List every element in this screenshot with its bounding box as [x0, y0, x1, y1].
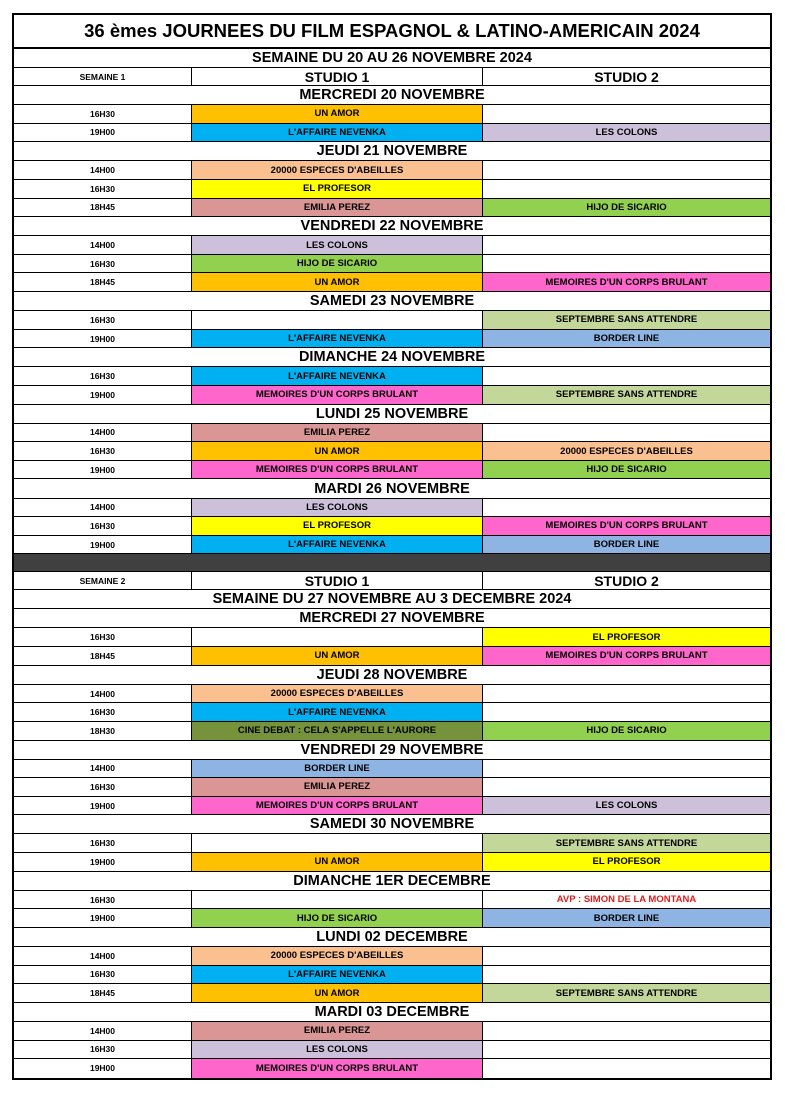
studio-1-film: EMILIA PEREZ: [192, 424, 483, 442]
screening-time: 16H30: [14, 891, 192, 909]
studio-2-film: [483, 760, 770, 778]
studio-1-film: BORDER LINE: [192, 760, 483, 778]
studio-1-film: L'AFFAIRE NEVENKA: [192, 703, 483, 721]
screening-time: 16H30: [14, 834, 192, 852]
studio-2-film: MEMOIRES D'UN CORPS BRULANT: [483, 647, 770, 665]
studio-1-film: L'AFFAIRE NEVENKA: [192, 330, 483, 348]
studio-2-film: SEPTEMBRE SANS ATTENDRE: [483, 834, 770, 852]
studio-2-film: BORDER LINE: [483, 536, 770, 554]
screening-time: 16H30: [14, 180, 192, 198]
studio-2-film: HIJO DE SICARIO: [483, 199, 770, 217]
studio-2-film: LES COLONS: [483, 797, 770, 815]
screening-time: 16H30: [14, 367, 192, 385]
page-title: 36 èmes JOURNEES DU FILM ESPAGNOL & LATINO-AMERICAIN 2024: [84, 20, 700, 41]
studio-1-film: UN AMOR: [192, 984, 483, 1002]
studio-2-film: [483, 778, 770, 796]
studio-1-film: UN AMOR: [192, 853, 483, 871]
screening-time: 14H00: [14, 499, 192, 517]
day-heading: JEUDI 21 NOVEMBRE: [316, 143, 468, 160]
screening-time: 19H00: [14, 386, 192, 404]
screening-row: [14, 442, 770, 461]
day-heading-row: [14, 609, 770, 628]
studio-2-film: SEPTEMBRE SANS ATTENDRE: [483, 311, 770, 329]
studio-1-film: L'AFFAIRE NEVENKA: [192, 966, 483, 984]
screening-row: [14, 1041, 770, 1060]
screening-row: [14, 311, 770, 330]
studio-1-film: UN AMOR: [192, 442, 483, 460]
studio-1-film: CINE DEBAT : CELA S'APPELLE L'AURORE: [192, 722, 483, 740]
screening-row: [14, 536, 770, 555]
studio-1-film: HIJO DE SICARIO: [192, 909, 483, 927]
studio-2-film: [483, 180, 770, 198]
screening-row: [14, 909, 770, 928]
week-heading-row: [14, 49, 770, 68]
screening-row: [14, 891, 770, 910]
screening-time: 14H00: [14, 1022, 192, 1040]
column-header-row: [14, 68, 770, 86]
studio-2-film: MEMOIRES D'UN CORPS BRULANT: [483, 517, 770, 535]
screening-time: 16H30: [14, 966, 192, 984]
studio-1-film: MEMOIRES D'UN CORPS BRULANT: [192, 1059, 483, 1078]
day-heading-row: [14, 348, 770, 367]
screening-time: 18H45: [14, 199, 192, 217]
studio-2-film: EL PROFESOR: [483, 853, 770, 871]
screening-row: [14, 947, 770, 966]
screening-row: [14, 966, 770, 985]
day-heading-row: [14, 405, 770, 424]
screening-row: [14, 273, 770, 292]
studio-2-film: EL PROFESOR: [483, 628, 770, 646]
studio-1-film: MEMOIRES D'UN CORPS BRULANT: [192, 797, 483, 815]
day-heading: SAMEDI 30 NOVEMBRE: [309, 816, 475, 833]
day-heading: JEUDI 28 NOVEMBRE: [316, 666, 468, 683]
studio-2-film: 20000 ESPECES D'ABEILLES: [483, 442, 770, 460]
screening-row: [14, 105, 770, 124]
studio-1-film: LES COLONS: [192, 499, 483, 517]
day-heading: VENDREDI 22 NOVEMBRE: [300, 218, 484, 235]
title-row: [14, 15, 770, 49]
semaine-label: SEMAINE 2: [14, 572, 192, 589]
column-header-row: [14, 572, 770, 590]
studio-2-film: [483, 236, 770, 254]
screening-time: 19H00: [14, 1059, 192, 1078]
screening-row: [14, 647, 770, 666]
studio-1-film: EL PROFESOR: [192, 517, 483, 535]
studio-2-film: SEPTEMBRE SANS ATTENDRE: [483, 386, 770, 404]
screening-row: [14, 984, 770, 1003]
screening-row: [14, 367, 770, 386]
screening-row: [14, 461, 770, 480]
studio-1-film: L'AFFAIRE NEVENKA: [192, 536, 483, 554]
studio-1-film: L'AFFAIRE NEVENKA: [192, 124, 483, 142]
day-heading: SAMEDI 23 NOVEMBRE: [309, 293, 475, 310]
day-heading: LUNDI 25 NOVEMBRE: [315, 405, 469, 422]
screening-time: 16H30: [14, 1041, 192, 1059]
studio-1-header: STUDIO 1: [192, 572, 483, 589]
screening-time: 18H30: [14, 722, 192, 740]
studio-2-film: [483, 1022, 770, 1040]
screening-time: 19H00: [14, 461, 192, 479]
studio-1-film: EL PROFESOR: [192, 180, 483, 198]
week-separator: [14, 554, 770, 572]
screening-row: [14, 499, 770, 518]
screening-row: [14, 180, 770, 199]
studio-2-film: LES COLONS: [483, 124, 770, 142]
day-heading-row: [14, 666, 770, 685]
studio-1-film: MEMOIRES D'UN CORPS BRULANT: [192, 386, 483, 404]
screening-row: [14, 834, 770, 853]
day-heading-row: [14, 86, 770, 105]
studio-1-film: UN AMOR: [192, 647, 483, 665]
day-heading: DIMANCHE 1ER DECEMBRE: [293, 872, 491, 889]
screening-time: 19H00: [14, 124, 192, 142]
day-heading-row: [14, 815, 770, 834]
screening-time: 16H30: [14, 517, 192, 535]
screening-row: [14, 517, 770, 536]
studio-2-film: [483, 105, 770, 123]
screening-time: 16H30: [14, 255, 192, 273]
screening-row: [14, 330, 770, 349]
screening-row: [14, 778, 770, 797]
studio-2-film: HIJO DE SICARIO: [483, 461, 770, 479]
studio-1-film: [192, 311, 483, 329]
screening-time: 16H30: [14, 442, 192, 460]
day-heading-row: [14, 142, 770, 161]
studio-2-film: AVP : SIMON DE LA MONTANA: [483, 891, 770, 909]
studio-2-film: BORDER LINE: [483, 909, 770, 927]
day-heading: LUNDI 02 DECEMBRE: [316, 928, 468, 945]
screening-row: [14, 161, 770, 180]
screening-time: 14H00: [14, 947, 192, 965]
day-heading-row: [14, 479, 770, 498]
screening-time: 14H00: [14, 161, 192, 179]
day-heading: MARDI 03 DECEMBRE: [314, 1003, 470, 1020]
week-heading: SEMAINE DU 27 NOVEMBRE AU 3 DECEMBRE 2024: [212, 591, 572, 608]
screening-time: 16H30: [14, 105, 192, 123]
screening-time: 19H00: [14, 909, 192, 927]
screening-row: [14, 1022, 770, 1041]
day-heading-row: [14, 872, 770, 891]
studio-2-film: [483, 255, 770, 273]
screening-row: [14, 424, 770, 443]
studio-1-film: UN AMOR: [192, 105, 483, 123]
screening-time: 19H00: [14, 853, 192, 871]
screening-time: 19H00: [14, 797, 192, 815]
day-heading-row: [14, 217, 770, 236]
studio-1-film: EMILIA PEREZ: [192, 199, 483, 217]
screening-time: 14H00: [14, 760, 192, 778]
studio-2-film: MEMOIRES D'UN CORPS BRULANT: [483, 273, 770, 291]
screening-row: [14, 386, 770, 405]
studio-2-film: [483, 703, 770, 721]
day-heading: DIMANCHE 24 NOVEMBRE: [298, 349, 486, 366]
studio-1-film: 20000 ESPECES D'ABEILLES: [192, 685, 483, 703]
day-heading-row: [14, 292, 770, 311]
studio-1-film: [192, 891, 483, 909]
studio-1-film: LES COLONS: [192, 1041, 483, 1059]
studio-2-film: BORDER LINE: [483, 330, 770, 348]
day-heading: MERCREDI 20 NOVEMBRE: [299, 87, 485, 104]
screening-time: 16H30: [14, 703, 192, 721]
schedule-table: [12, 13, 772, 1080]
studio-2-film: [483, 1041, 770, 1059]
studio-1-film: EMILIA PEREZ: [192, 778, 483, 796]
screening-row: [14, 124, 770, 143]
screening-row: [14, 236, 770, 255]
day-heading: VENDREDI 29 NOVEMBRE: [300, 741, 484, 758]
semaine-label: SEMAINE 1: [14, 68, 192, 85]
screening-row: [14, 760, 770, 779]
screening-time: 19H00: [14, 536, 192, 554]
screening-row: [14, 628, 770, 647]
studio-1-film: L'AFFAIRE NEVENKA: [192, 367, 483, 385]
screening-row: [14, 797, 770, 816]
day-heading-row: [14, 928, 770, 947]
studio-2-film: [483, 685, 770, 703]
screening-time: 16H30: [14, 778, 192, 796]
screening-row: [14, 703, 770, 722]
studio-2-film: [483, 499, 770, 517]
screening-time: 16H30: [14, 311, 192, 329]
studio-2-film: [483, 367, 770, 385]
day-heading-row: [14, 741, 770, 760]
screening-row: [14, 685, 770, 704]
studio-2-film: [483, 161, 770, 179]
screening-time: 14H00: [14, 685, 192, 703]
studio-1-film: 20000 ESPECES D'ABEILLES: [192, 161, 483, 179]
studio-2-film: [483, 1059, 770, 1078]
screening-row: [14, 722, 770, 741]
studio-1-film: [192, 834, 483, 852]
studio-2-film: [483, 947, 770, 965]
studio-2-film: SEPTEMBRE SANS ATTENDRE: [483, 984, 770, 1002]
studio-2-header: STUDIO 2: [594, 572, 659, 589]
screening-row: [14, 1059, 770, 1078]
studio-1-film: [192, 628, 483, 646]
studio-2-film: HIJO DE SICARIO: [483, 722, 770, 740]
day-heading: MARDI 26 NOVEMBRE: [314, 480, 470, 497]
week-heading: SEMAINE DU 20 AU 26 NOVEMBRE 2024: [252, 50, 532, 66]
screening-time: 16H30: [14, 628, 192, 646]
studio-2-header: STUDIO 2: [594, 68, 659, 85]
studio-1-film: LES COLONS: [192, 236, 483, 254]
studio-1-header: STUDIO 1: [192, 68, 483, 85]
screening-time: 18H45: [14, 647, 192, 665]
screening-row: [14, 255, 770, 274]
screening-time: 14H00: [14, 236, 192, 254]
studio-1-film: 20000 ESPECES D'ABEILLES: [192, 947, 483, 965]
day-heading: MERCREDI 27 NOVEMBRE: [299, 610, 485, 627]
screening-time: 19H00: [14, 330, 192, 348]
studio-1-film: MEMOIRES D'UN CORPS BRULANT: [192, 461, 483, 479]
screening-row: [14, 853, 770, 872]
studio-1-film: HIJO DE SICARIO: [192, 255, 483, 273]
day-heading-row: [14, 1003, 770, 1022]
studio-2-film: [483, 424, 770, 442]
screening-time: 18H45: [14, 984, 192, 1002]
studio-1-film: EMILIA PEREZ: [192, 1022, 483, 1040]
screening-time: 18H45: [14, 273, 192, 291]
studio-2-film: [483, 966, 770, 984]
screening-time: 14H00: [14, 424, 192, 442]
week-heading-row: [14, 590, 770, 609]
screening-row: [14, 199, 770, 218]
studio-1-film: UN AMOR: [192, 273, 483, 291]
